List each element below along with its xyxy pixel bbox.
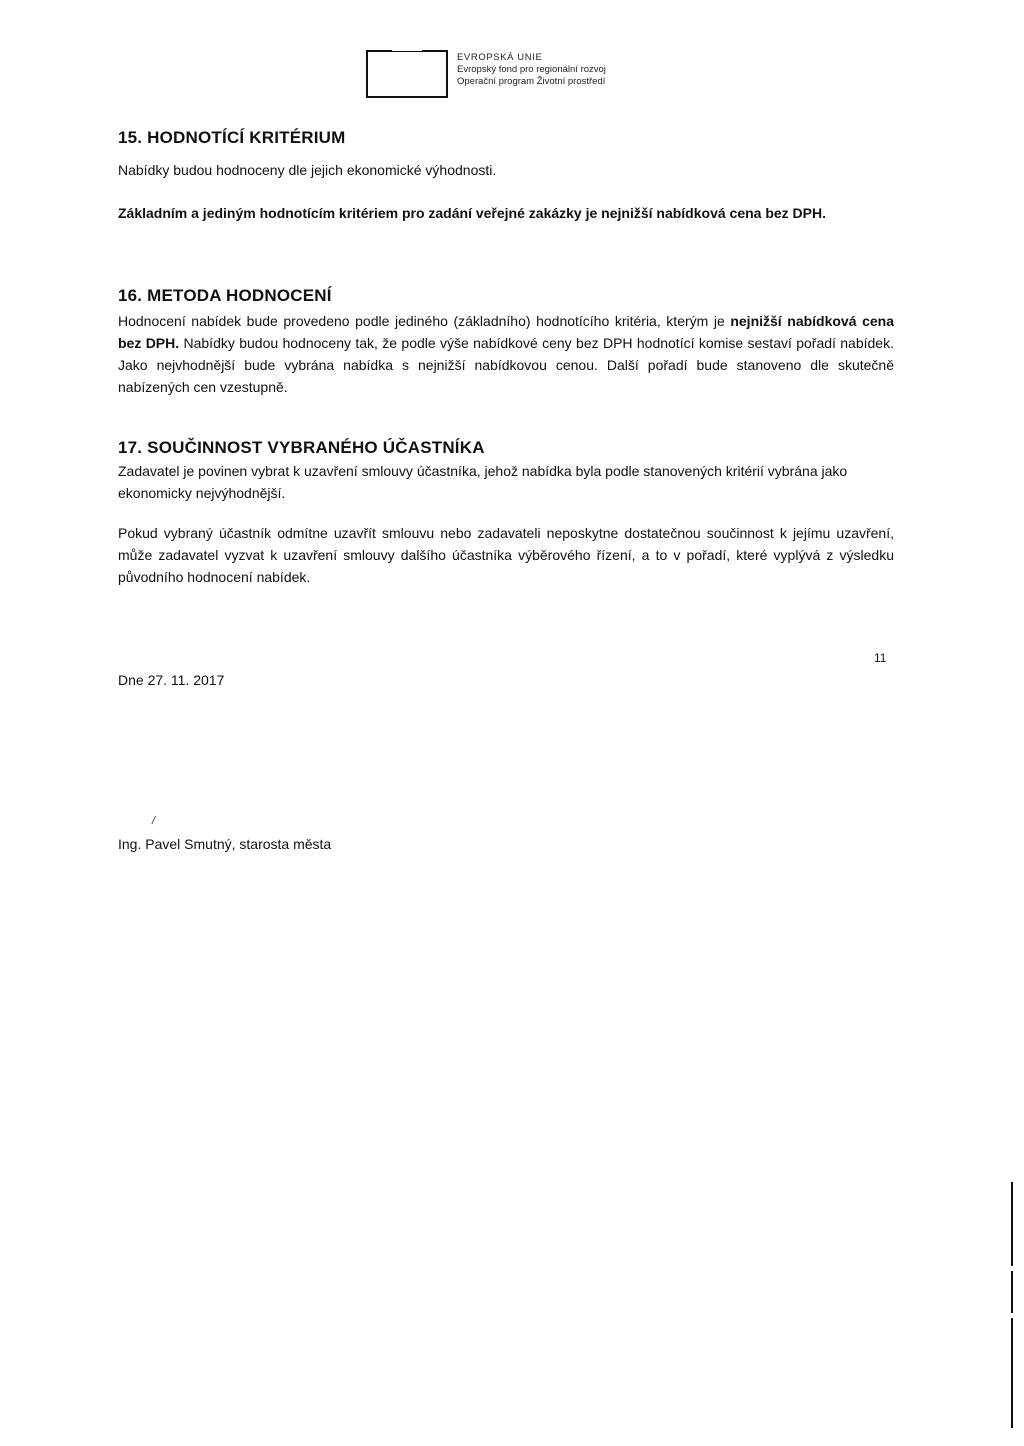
page-number: 11 [874,651,887,665]
section15-paragraph1: Nabídky budou hodnoceny dle jejich ekonomické výhodnosti. [118,162,497,178]
scan-edge-line [1011,1318,1013,1428]
signatory-name: Ing. Pavel Smutný, starosta města [118,836,332,852]
document-date: Dne 27. 11. 2017 [118,672,225,688]
section17-title: 17. SOUČINNOST VYBRANÉHO ÚČASTNÍKA [118,438,485,457]
scan-edge-line [1011,1182,1013,1266]
section16-text-bold: nejnižší nabídková cena bez DPH. [118,313,894,351]
section17-paragraph2: Pokud vybraný účastník odmítne uzavřít smlouvu nebo zadavateli neposkytne dostatečnou součinnost k jejímu uzavření, může zadavatel vyzvat k uzavření smlouvy dalšího účastníka výběrového řízení, a to v pořadí, které vyplývá z výsledku původního hodnocení nabídek. [118,525,894,585]
eu-header-line3: Operační program Životní prostředí [457,76,606,87]
eu-header-line1: EVROPSKÁ UNIE [457,52,543,63]
eu-header [457,52,606,88]
section16-title: 16. METODA HODNOCENÍ [118,286,332,305]
header-logo-box [366,50,448,98]
section16-paragraph [118,310,894,398]
section17-paragraph1: Zadavatel je povinen vybrat k uzavření smlouvy účastníka, jehož nabídka byla podle stanovených kritérií vybrána jako ekonomicky nejvýhodnější. [118,463,848,501]
signature-mark: / [152,815,156,827]
section16-text-end: Nabídky budou hodnoceny tak, že podle výše nabídkové ceny bez DPH hodnotící komise sestaví pořadí nabídek. Jako nejvhodnější bude vybrána nabídka s nejnižší nabídkovou cenou. Další pořadí bude stanoveno dle skutečně nabízených cen vzestupně. [118,335,894,395]
scan-edge-line [1011,1271,1013,1313]
eu-header-line2: Evropský fond pro regionální rozvoj [457,64,606,75]
section16-text-start: Hodnocení nabídek bude provedeno podle jediného (základního) hodnotícího kritéria, kterým je [118,313,731,329]
section15-paragraph2: Základním a jediným hodnotícím kritériem pro zadání veřejné zakázky je nejnižší nabídková cena bez DPH. [118,205,827,221]
section15-title: 15. HODNOTÍCÍ KRITÉRIUM [118,128,346,147]
